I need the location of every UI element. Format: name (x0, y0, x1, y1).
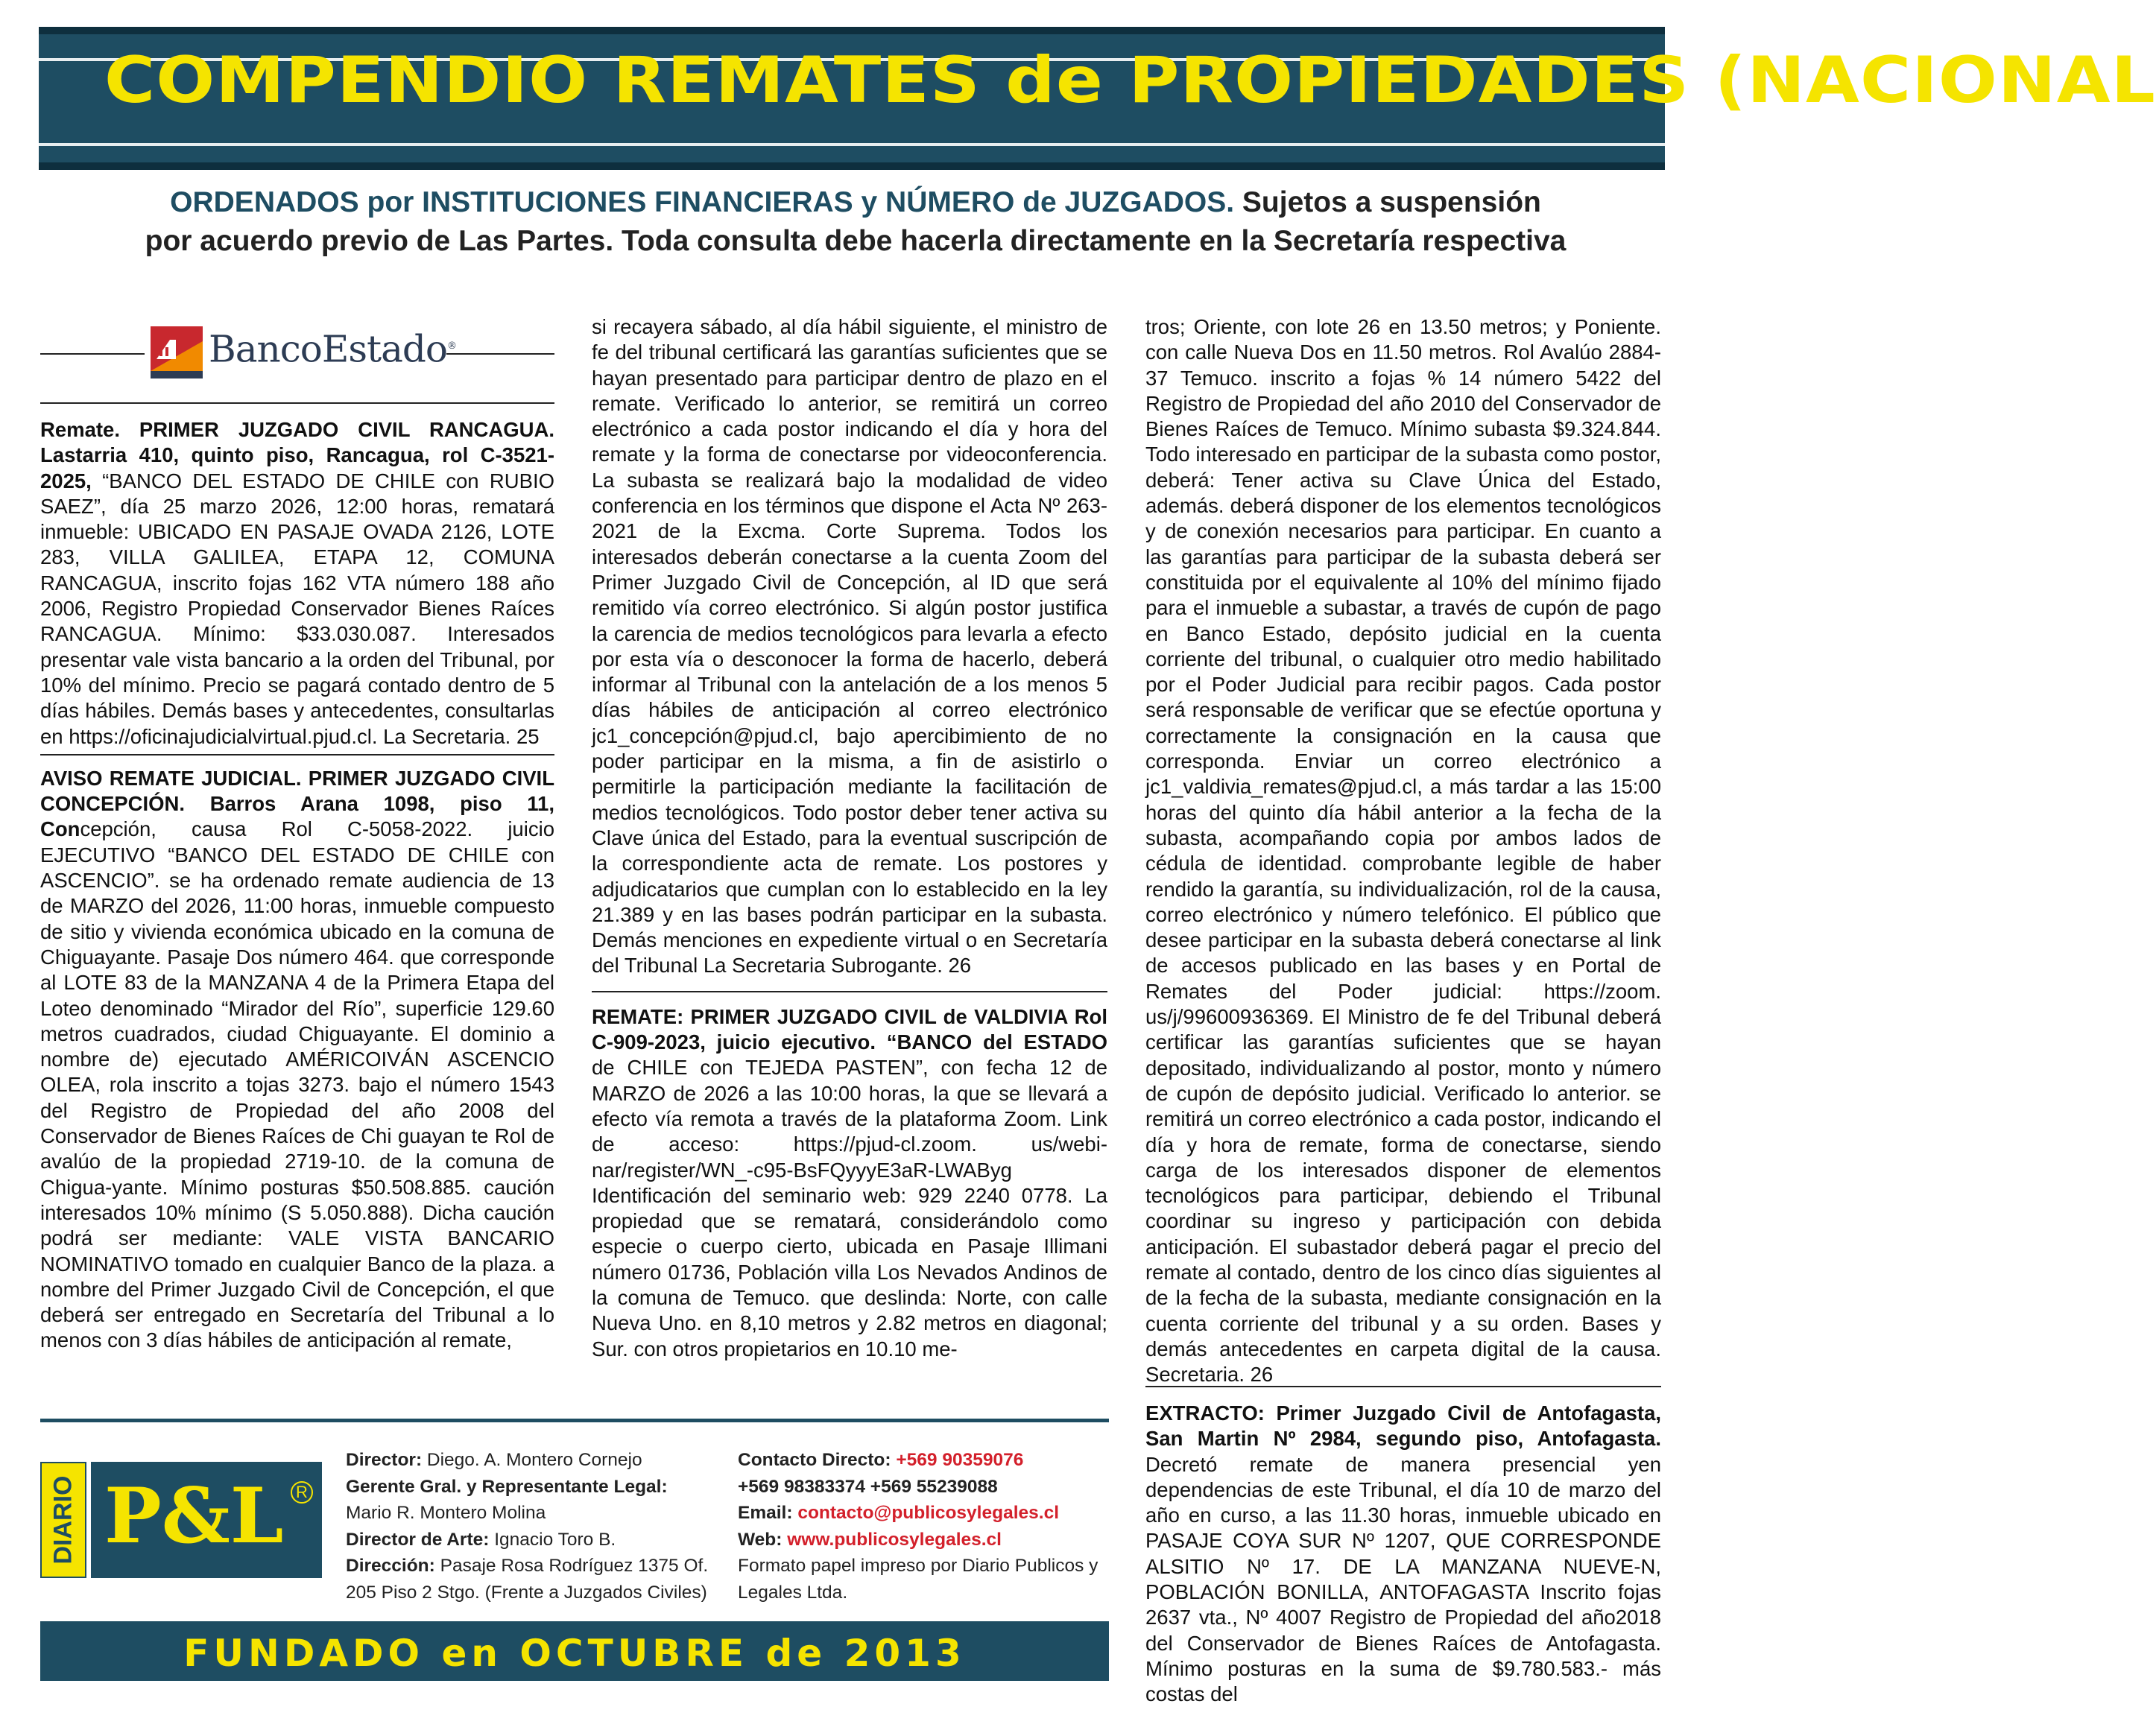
column-2 (592, 314, 1107, 1362)
bancoestado-mark-icon (151, 326, 203, 378)
masthead-contact (738, 1447, 1110, 1606)
diario-label: DIARIO (40, 1462, 86, 1578)
arte-line: Director de Arte: Ignacio Toro B. (346, 1529, 616, 1550)
fundado-text: FUNDADO en OCTUBRE de 2013 (183, 1632, 966, 1675)
email-link[interactable]: contacto@publicosylegales.cl (797, 1503, 1059, 1523)
divider (40, 402, 554, 404)
logo-rule-right (446, 353, 554, 355)
email-line: Email: contacto@publicosylegales.cl (738, 1503, 1059, 1523)
director-line: Director: Diego. A. Montero Cornejo (346, 1450, 642, 1470)
masthead-rule (40, 1419, 1109, 1422)
gerente-label: Gerente Gral. y Representante Legal: (346, 1476, 668, 1497)
subtitle-rest: Sujetos a suspensión (1234, 186, 1541, 218)
divider (40, 754, 554, 755)
gerente-name: Mario R. Montero Molina (346, 1503, 546, 1523)
bancoestado-wordmark: BancoEstado® (209, 327, 457, 371)
subtitle-highlight: ORDENADOS por INSTITUCIONES FINANCIERAS y NÚMERO de JUZGADOS. (170, 186, 1235, 218)
pl-wordmark: P&L R (91, 1462, 322, 1578)
notice-antofagasta: EXTRACTO: Primer Juzgado Civil de Antofagasta, San Martin Nº 2984, segundo piso, Antofagasta. Decretó remate de manera presencial yen dependencias de este Tribunal, el día 10 de marzo del año en curso, a las 11.30 horas, inmueble ubicado en PASAJE COYA SUR Nº 1207, QUE CORRESPONDE ALSITIO Nº 17. DE LA MANZANA NUEVE-N, POBLACIÓN BONILLA, ANTOFAGASTA Inscrito fojas 2637 vta., Nº 4007 Registro de Propiedad del año2018 del Conservador de Bienes Raíces de Antofagasta. Mínimo posturas en la suma de $9.780.583.- más costas del (1145, 1401, 1661, 1706)
notice-concepcion-continued: si recayera sábado, al día hábil siguiente, el ministro de fe del tribunal certificará las garantías suficientes que se hayan presentado para participar dentro de plazo en el remate. Verificado lo anterior, se remitirá un correo electrónico a cada postor indicando el día y hora del remate y la forma de conectarse por videoconferencia. La subasta se realizará bajo la modalidad de video conferencia en los términos que dispone el Acta Nº 263-2021 de la Excma. Corte Suprema. Todos los interesados deberán conectarse a la cuenta Zoom del Primer Juzgado Civil de Concepción, al ID que será remitido vía correo electrónico. Si algún postor justifica la carencia de medios tecnológicos para levarla a efecto por esta vía o desconocer la forma de hacerlo, deberá informar al Tribunal con la antelación de a los menos 5 días hábiles de anticipación al correo electrónico jc1_concepción@pjud.cl, bajo apercibimiento de no poder participar en la misma, a fin de asistirlo o permitirle la participación mediante la facilitación de medios tecnológicos. Todo postor deber tener activa su Clave única del Estado, para la eventual suscripción de la correspondiente acta de remate. Los postores y adjudicatarios que cumplan con lo establecido en la ley 21.389 y en las bases podrán participar en la subasta. Demás menciones en expediente virtual o en Secretaría del Tribunal La Secretaria Subrogante. 26 (592, 315, 1107, 978)
divider (1145, 1386, 1661, 1387)
subtitle (45, 183, 1666, 261)
subtitle-line2: por acuerdo previo de Las Partes. Toda consulta debe hacerla directamente en la Secretaría respectiva (145, 225, 1567, 257)
registered-icon: R (291, 1481, 313, 1504)
diario-pl-logo (40, 1462, 322, 1578)
page-title: COMPENDIO REMATES de PROPIEDADES (NACIONAL (104, 43, 2156, 118)
contacto-phones: +569 98383374 +569 55239088 (738, 1476, 998, 1497)
web-line: Web: www.publicosylegales.cl (738, 1529, 1002, 1550)
formato-line: Formato papel impreso por Diario Publicos y Legales Ltda. (738, 1556, 1098, 1603)
notice-valdivia-continued: tros; Oriente, con lote 26 en 13.50 metros; y Poniente. con calle Nueva Dos en 11.50 metros. Rol Avalúo 2884-37 Temuco. inscrito a fojas % 14 número 5422 del Registro de Propiedad del año 2010 del Conservador de Bienes Raíces de Temuco. Mínimo subasta $9.324.844. Todo interesado en participar de la subasta como postor, deberá: Tener activa su Clave Única del Estado, además. deberá disponer de los elementos tecnológicos y de conexión necesarios para participar. En cuanto a las garantías para participar de la subasta deberá ser constituida por el equivalente al 10% del mínimo fijado para el inmueble a subastar, a través de cupón de pago en Banco Estado, depósito judicial en la cuenta corriente del tribunal, o cualquier otro medio habilitado por el Poder Judicial para recibir pagos. Cada postor será responsable de verificar que se efectúe oportuna y correctamente la consignación en la causa que corresponda. Enviar un correo electrónico a jc1_valdivia_remates@pjud.cl, a más tardar a las 15:00 horas del quinto día hábil anterior a la fecha de la subasta, acompañando copia por ambos lados de cédula de identidad. comprobante legible de haber rendido la garantía, su individualización, rol de la causa, correo electrónico y número telefónico. El público que desee participar en la subasta deberá conectarse al link de accesos publicado en las bases y en Portal de Remates del Poder judicial: https://zoom. us/j/99600936369. El Ministro de fe del Tribunal deberá certificar las garantías suficientes que se hayan depositado, individualizando al postor, monto y número de cupón de depósito judicial. Verificado lo anterior. se remitirá un correo electrónico a cada postor, indicando el día y hora de remate, forma de conectarse, siendo carga de los interesados disponer de elementos tecnológicos para participar, debiendo el Tribunal coordinar su ingreso y participación con debida anticipación. El subastador deberá pagar el precio del remate al contado, dentro de los cinco días siguientes al de la fecha de la subasta, mediante consignación en la cuenta corriente del tribunal y a su orden. Bases y demás antecedentes en carpeta digital de la causa. Secretaria. 26 (1145, 315, 1661, 1387)
column-1 (40, 314, 554, 1354)
contacto-line: Contacto Directo: +569 90359076 (738, 1450, 1024, 1470)
fundado-banner (40, 1621, 1109, 1681)
notice-valdivia: REMATE: PRIMER JUZGADO CIVIL de VALDIVIA Rol C-909-2023, juicio ejecutivo. “BANCO del ESTADO de CHILE con TEJEDA PASTEN”, con fecha 12 de MARZO de 2026 a las 10:00 horas, la que se llevará a efecto vía remota a través de la plataforma Zoom. Link de acceso: https://pjud-cl.zoom. us/webi-nar/register/WN_-c95-BsFQyyyE3aR-LWAByg Identificación del seminario web: 929 2240 0778. La propiedad que se rematará, considerándolo como especie o cuerpo cierto, ubicada en Pasaje Illimani número 01736, Población villa Los Nevados Andinos de la comuna de Temuco. que deslinda: Norte, con calle Nueva Uno. en 8,10 metros y 2.82 metros en diagonal; Sur. con otros propietarios en 10.10 me- (592, 1004, 1107, 1360)
column-3 (1145, 314, 1661, 1387)
notice-concepcion: AVISO REMATE JUDICIAL. PRIMER JUZGADO CIVIL CONCEPCIÓN. Barros Arana 1098, piso 11, Concepción, causa Rol C-5058-2022. juicio EJECUTIVO “BANCO DEL ESTADO DE CHILE con ASCENCIO”. se ha ordenado remate audiencia de 13 de MARZO del 2026, 11:00 horas, inmueble compuesto de sitio y vivienda económica ubicado en la comuna de Chiguayante. Pasaje Dos número 464. que corresponde al LOTE 83 de la MANZANA 4 de la Primera Etapa del Loteo denominado “Mirador del Río”, superficie 129.60 metros cuadrados, ciudad Chiguayante. El dominio a nombre de) ejecutado AMÉRICOIVÁN ASCENCIO OLEA, rola inscrito a tojas 3273. bajo el número 1543 del Registro de Propiedad del año 2008 del Conservador de Bienes Raíces de Chi guayan te Rol de avalúo de la propiedad 2719-10. de la comuna de Chigua-yante. Mínimo posturas $50.508.885. caución interesados 10% mínimo (S 5.050.888). Dicha caución podrá ser mediante: VALE VISTA BANCARIO NOMINATIVO tomado en cualquier Banco de la plaza. a nombre del Primer Juzgado Civil de Concepción, el que deberá ser entregado en Secretaría del Tribunal a lo menos con 3 días hábiles de anticipación al remate, (40, 766, 554, 1352)
direccion-line: Dirección: Pasaje Rosa Rodríguez 1375 Of. 205 Piso 2 Stgo. (Frente a Juzgados Civiles) (346, 1556, 709, 1603)
divider (592, 991, 1107, 992)
masthead-credits (346, 1447, 733, 1606)
bancoestado-logo (40, 314, 554, 402)
notice-rancagua: Remate. PRIMER JUZGADO CIVIL RANCAGUA. Lastarria 410, quinto piso, Rancagua, rol C-3521-2025, “BANCO DEL ESTADO DE CHILE con RUBIO SAEZ”, día 25 marzo 2026, 12:00 horas, rematará inmueble: UBICADO EN PASAJE OVADA 2126, LOTE 283, VILLA GALILEA, ETAPA 12, COMUNA RANCAGUA, inscrito fojas 162 VTA número 188 año 2006, Registro Propiedad Conservador Bienes Raíces RANCAGUA. Mínimo: $33.030.087. Interesados presentar vale vista bancario a la orden del Tribunal, por 10% del mínimo. Precio se pagará contado dentro de 5 días hábiles. Demás bases y antecedentes, consultarlas en https://oficinajudicialvirtual.pjud.cl. La Secretaria. 25 (40, 418, 554, 748)
logo-rule-left (40, 353, 145, 355)
web-link[interactable]: www.publicosylegales.cl (787, 1529, 1002, 1550)
